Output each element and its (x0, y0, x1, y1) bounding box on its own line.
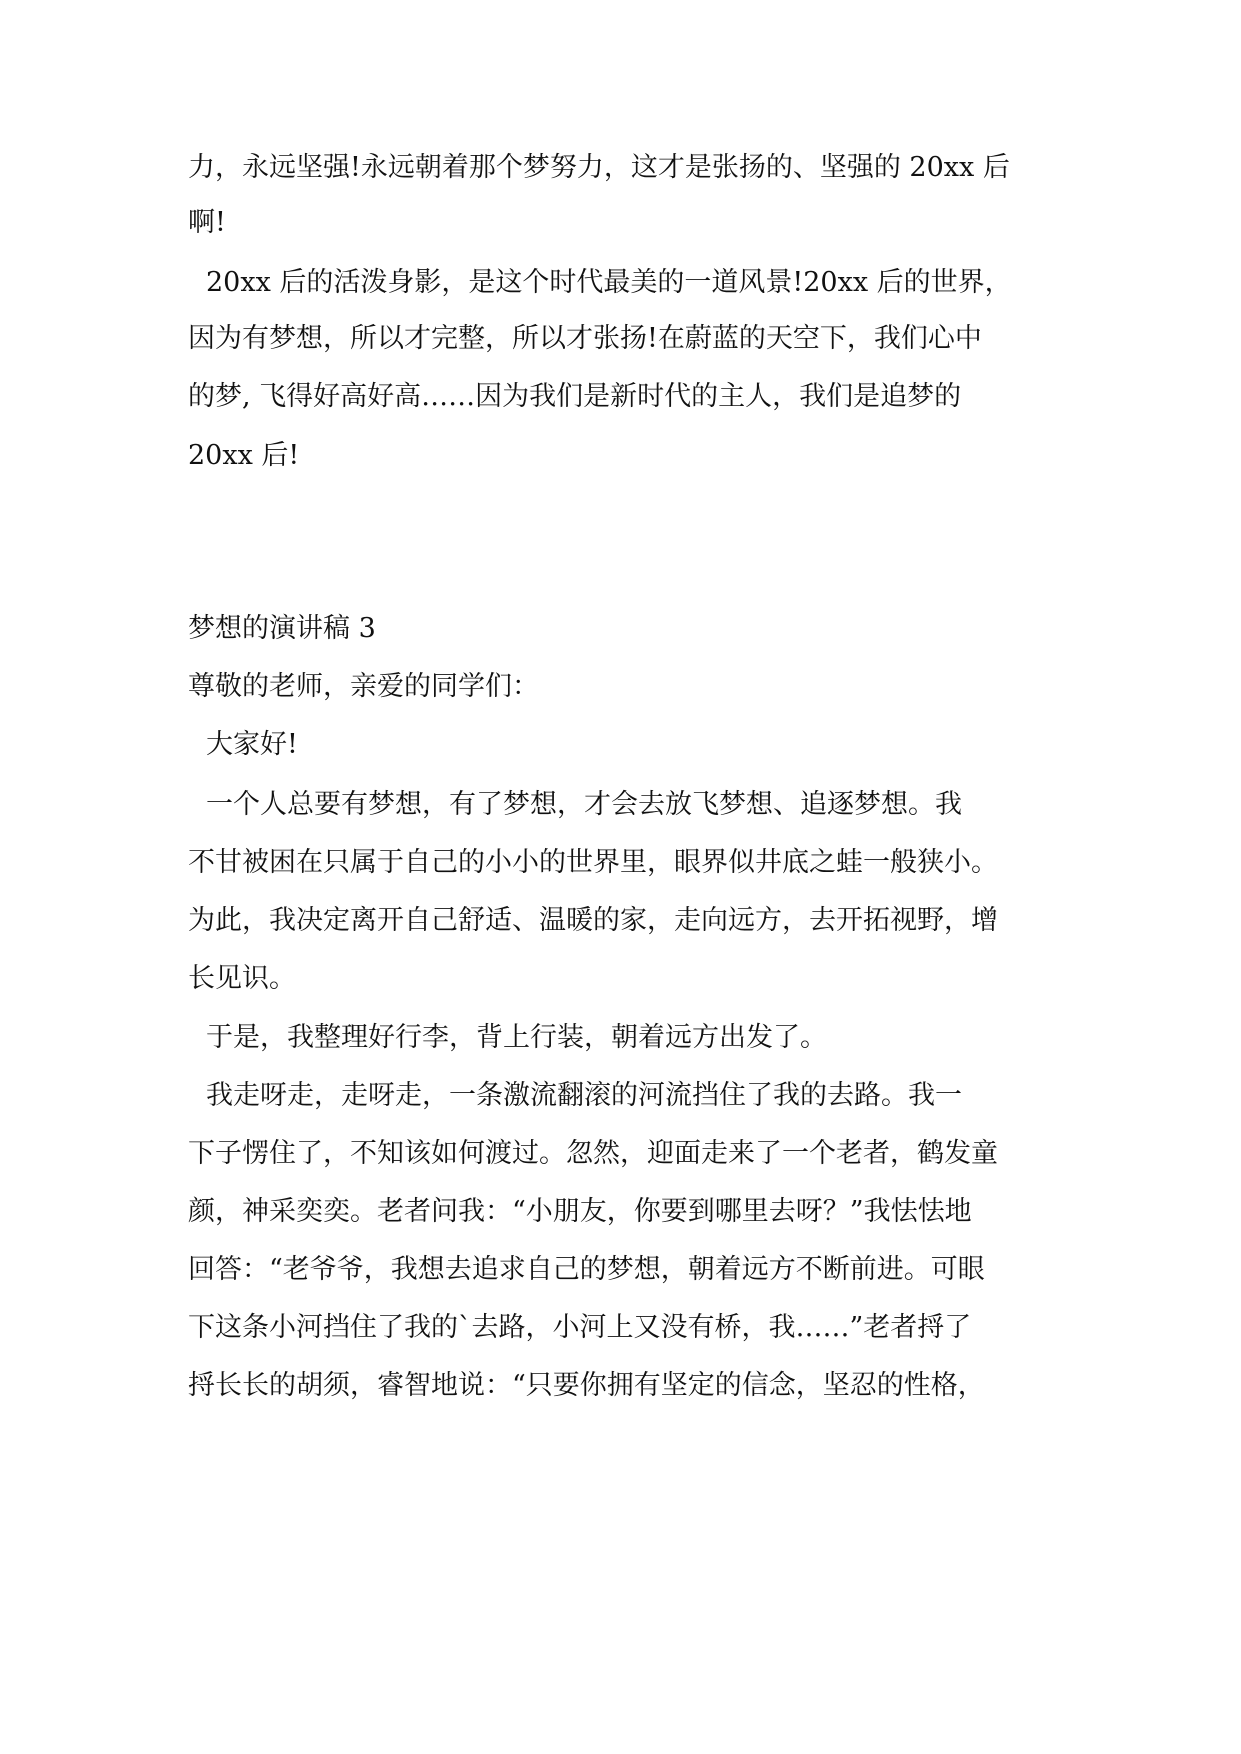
paragraph-line: 为此，我决定离开自己舒适、温暖的家，走向远方，去开拓视野，增 (188, 905, 998, 936)
salutation: 尊敬的老师，亲爱的同学们： (188, 671, 539, 702)
paragraph-line: 的梦, 飞得好高好高……因为我们是新时代的主人，我们是追梦的 (188, 381, 962, 412)
paragraph-line: 颜，神采奕奕。老者问我：“小朋友，你要到哪里去呀？”我怯怯地 (188, 1196, 972, 1227)
paragraph-line: 于是，我整理好行李，背上行装，朝着远方出发了。 (206, 1022, 827, 1053)
greeting: 大家好! (206, 729, 298, 760)
paragraph-line: 一个人总要有梦想，有了梦想，才会去放飞梦想、追逐梦想。我 (206, 789, 962, 820)
paragraph-line: 长见识。 (188, 963, 296, 994)
paragraph-line: 20xx 后的活泼身影，是这个时代最美的一道风景!20xx 后的世界， (206, 267, 1012, 298)
paragraph-line: 因为有梦想，所以才完整，所以才张扬!在蔚蓝的天空下，我们心中 (188, 323, 982, 354)
section-title: 梦想的演讲稿 3 (188, 613, 376, 644)
paragraph-line: 捋长长的胡须，睿智地说：“只要你拥有坚定的信念，坚忍的性格， (188, 1370, 985, 1401)
paragraph-line: 下这条小河挡住了我的`去路，小河上又没有桥，我……”老者捋了 (188, 1312, 972, 1343)
paragraph-line: 我走呀走，走呀走，一条激流翻滚的河流挡住了我的去路。我一 (206, 1080, 962, 1111)
paragraph-line: 不甘被困在只属于自己的小小的世界里，眼界似井底之蛙一般狭小。 (188, 847, 998, 878)
paragraph-line: 力，永远坚强!永远朝着那个梦努力，这才是张扬的、坚强的 20xx 后 (188, 152, 1010, 183)
paragraph-line: 啊! (188, 207, 226, 238)
paragraph-line: 20xx 后! (188, 440, 300, 471)
paragraph-line: 下子愣住了，不知该如何渡过。忽然，迎面走来了一个老者，鹤发童 (188, 1138, 998, 1169)
paragraph-line: 回答：“老爷爷，我想去追求自己的梦想，朝着远方不断前进。可眼 (188, 1254, 985, 1285)
